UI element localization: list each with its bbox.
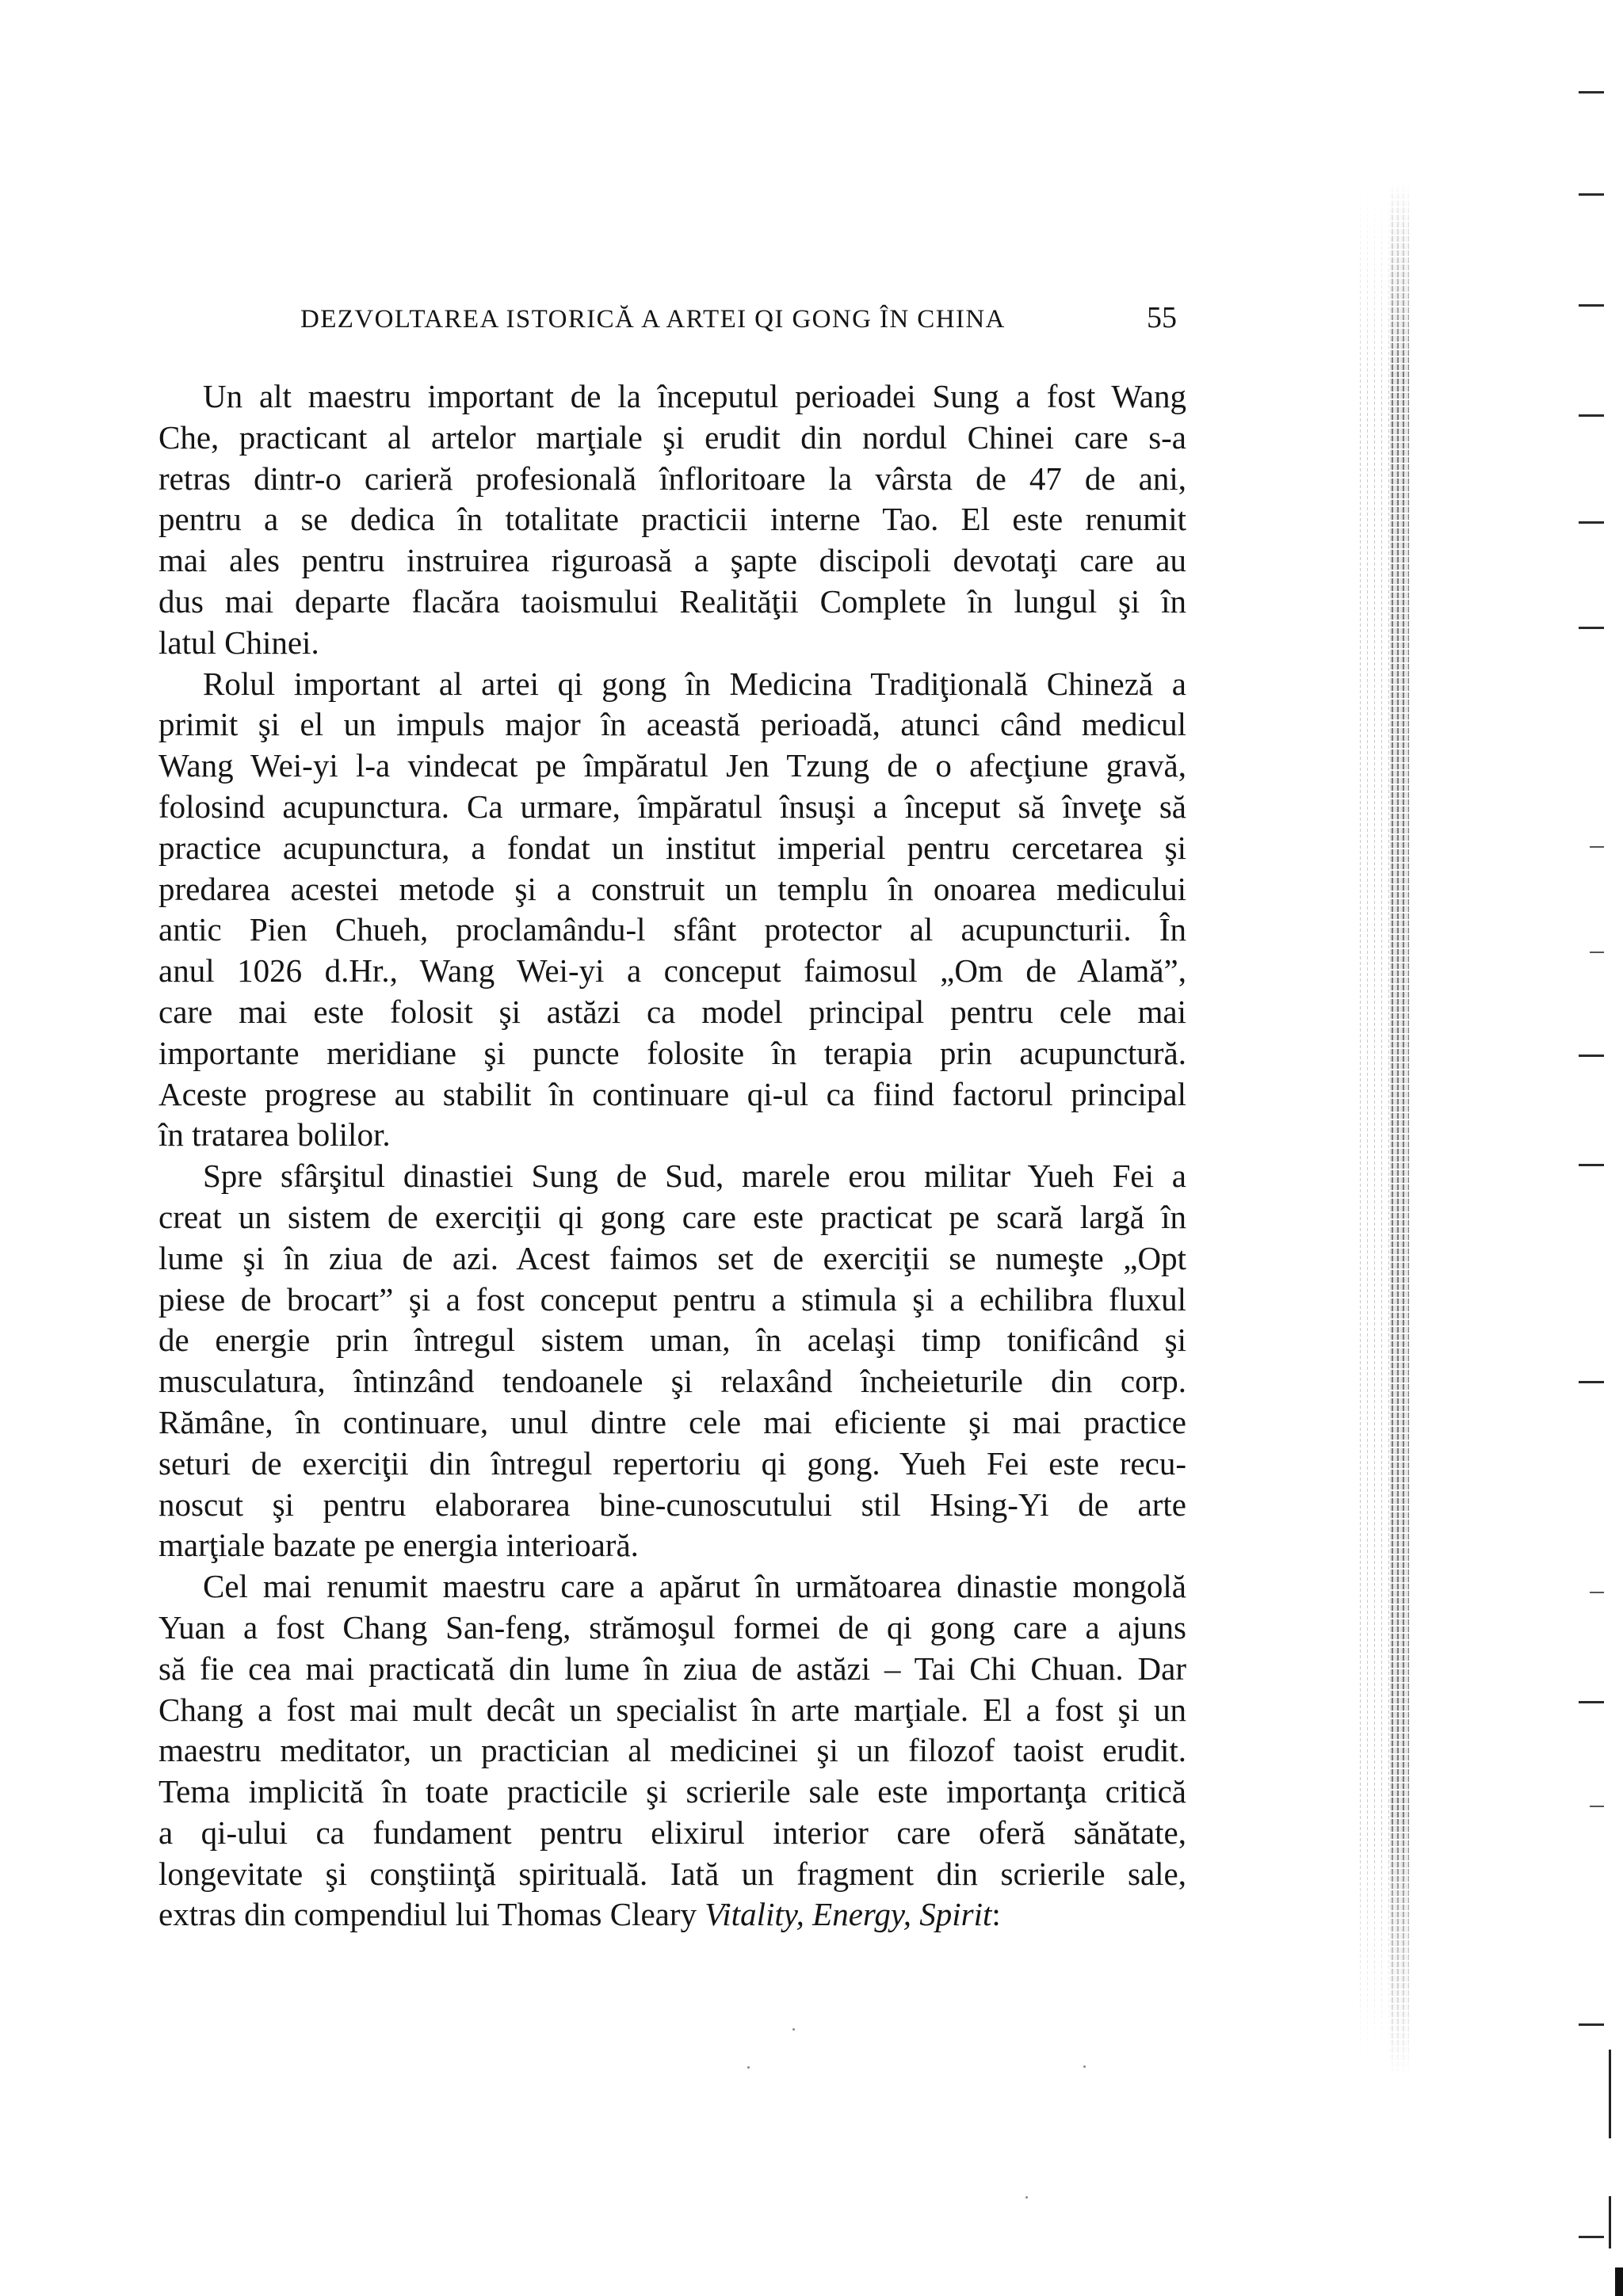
text-line: maestru meditator, un practician al medicinei şi un filozof taoist erudit. (158, 1732, 1186, 1769)
paragraph (158, 1566, 1186, 1936)
text-line: predarea acestei metode şi a construit un templu în onoarea medicului (158, 870, 1186, 907)
text-line: longevitate şi conştiinţă spirituală. Iată un fragment din scrierile sale, (158, 1855, 1186, 1892)
scan-speck (1083, 2065, 1086, 2068)
text-line: Yuan a fost Chang San-feng, strămoşul formei de qi gong care a ajuns (158, 1608, 1186, 1646)
scan-mark (1579, 1381, 1604, 1383)
closing-line-text: extras din compendiul lui Thomas Cleary (158, 1896, 705, 1933)
text-line: Chang a fost mai mult decât un specialist în arte marţiale. El a fost şi un (158, 1691, 1186, 1728)
book-title: Vitality, Energy, Spirit (705, 1896, 992, 1933)
body-text (158, 376, 1186, 1936)
scan-mark (1590, 846, 1604, 848)
text-line: mai ales pentru instruirea riguroasă a şapte discipoli devotaţi care au (158, 542, 1186, 579)
text-line: folosind acupunctura. Ca urmare, împăratul însuşi a început să înveţe să (158, 788, 1186, 825)
text-line: marţiale bazate pe energia interioară. (158, 1527, 639, 1564)
scan-mark (1579, 193, 1604, 196)
scan-edge-line (1609, 2050, 1611, 2138)
text-line: Wang Wei-yi l-a vindecat pe împăratul Jen Tzung de o afecţiune gravă, (158, 747, 1186, 784)
scan-mark (1579, 627, 1604, 629)
text-line: piese de brocart” şi a fost conceput pentru a stimula şi a echilibra fluxul (158, 1280, 1186, 1318)
text-line: noscut şi pentru elaborarea bine-cunoscutului stil Hsing-Yi de arte (158, 1486, 1186, 1523)
binding-shadow (1390, 182, 1409, 2076)
scan-mark (1579, 2023, 1604, 2026)
text-line: Spre sfârşitul dinastiei Sung de Sud, marele erou militar Yueh Fei a (203, 1158, 1186, 1195)
text-line: Cel mai renumit maestru care a apărut în următoarea dinastie mongolă (203, 1568, 1186, 1605)
scan-speck (747, 2066, 750, 2069)
text-line: Rămâne, în continuare, unul dintre cele mai eficiente şi mai practice (158, 1403, 1186, 1440)
text-line: importante meridiane şi puncte folosite în terapia prin acupunctură. (158, 1034, 1186, 1071)
text-line: în tratarea bolilor. (158, 1116, 391, 1154)
text-line: retras dintr-o carieră profesională înfloritoare la vârsta de 47 de ani, (158, 460, 1186, 497)
text-line: Tema implicită în toate practicile şi scrierile sale este importanţa critică (158, 1773, 1186, 1810)
text-line: Aceste progrese au stabilit în continuare qi-ul ca fiind factorul principal (158, 1075, 1186, 1112)
scan-speck (792, 2028, 795, 2031)
scan-mark (1590, 1806, 1604, 1807)
scan-edge-block (1615, 2267, 1623, 2296)
scan-mark (1579, 91, 1604, 93)
text-line: de energie prin întregul sistem uman, în acelaşi timp tonificând şi (158, 1322, 1186, 1359)
text-line: pentru a se dedica în totalitate practicii interne Tao. El este renumit (158, 501, 1186, 538)
scan-speck (1025, 2196, 1028, 2199)
text-line: Un alt maestru important de la începutul perioadei Sung a fost Wang (203, 378, 1186, 414)
text-line: creat un sistem de exerciţii qi gong care este practicat pe scară largă în (158, 1198, 1186, 1235)
scan-mark (1579, 1164, 1604, 1166)
text-line: musculatura, întinzând tendoanele şi relaxând încheieturile din corp. (158, 1363, 1186, 1400)
text-line: practice acupunctura, a fondat un institut imperial pentru cercetarea şi (158, 829, 1186, 866)
text-line: Rolul important al artei qi gong în Medicina Tradiţională Chineză a (203, 665, 1186, 702)
text-line: antic Pien Chueh, proclamându-l sfânt protector al acupuncturii. În (158, 911, 1186, 948)
paragraph (158, 664, 1186, 1157)
running-title: DEZVOLTAREA ISTORICĂ A ARTEI QI GONG ÎN CHINA (300, 305, 1006, 334)
text-line: anul 1026 d.Hr., Wang Wei-yi a conceput faimosul „Om de Alamă”, (158, 952, 1186, 990)
scan-mark (1579, 1701, 1604, 1703)
text-line: lume şi în ziua de azi. Acest faimos set de exerciţii se numeşte „Opt (158, 1239, 1186, 1276)
text-line: dus mai departe flacăra taoismului Realităţii Complete în lungul şi în (158, 582, 1186, 620)
closing-line-punctuation: : (991, 1896, 1001, 1933)
scan-mark (1590, 952, 1604, 953)
scan-mark (1579, 1055, 1604, 1057)
paragraph (158, 1156, 1186, 1566)
text-line: primit şi el un impuls major în această perioadă, atunci când medicul (158, 706, 1186, 743)
scan-edge-line (1609, 2196, 1611, 2248)
scan-mark (1579, 2236, 1604, 2238)
binding-shadow-halo (1357, 190, 1392, 2060)
text-line: Che, practicant al artelor marţiale şi erudit din nordul Chinei care s-a (158, 418, 1186, 456)
scan-mark (1579, 304, 1604, 307)
text-line: să fie cea mai practicată din lume în ziua de astăzi – Tai Chi Chuan. Dar (158, 1650, 1186, 1687)
text-line: seturi de exerciţii din întregul repertoriu qi gong. Yueh Fei este recu- (158, 1444, 1186, 1482)
paragraph (158, 376, 1186, 664)
text-line: care mai este folosit şi astăzi ca model principal pentru cele mai (158, 993, 1186, 1030)
closing-line (158, 1894, 1186, 1936)
page-number: 55 (1147, 301, 1177, 334)
text-line: a qi-ului ca fundament pentru elixirul interior care oferă sănătate, (158, 1814, 1186, 1851)
scan-mark (1590, 1592, 1604, 1593)
text-line: latul Chinei. (158, 624, 319, 661)
scan-mark (1579, 414, 1604, 417)
scan-mark (1579, 521, 1604, 524)
